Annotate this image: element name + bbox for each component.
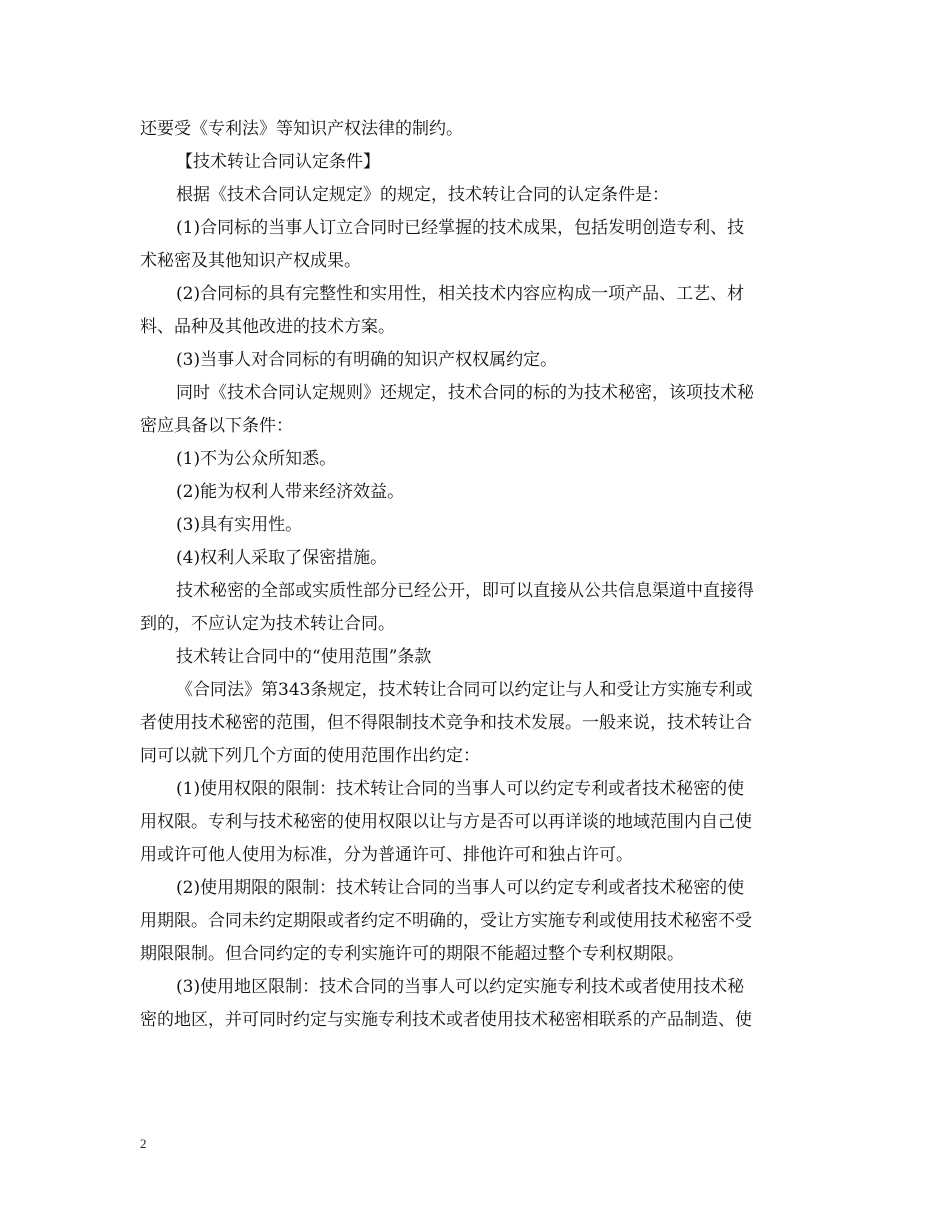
text-line: (1)使用权限的限制：技术转让合同的当事人可以约定专利或者技术秘密的使 <box>176 779 745 799</box>
paragraph <box>140 476 815 509</box>
text-line: (3)具有实用性。 <box>176 515 303 535</box>
paragraph <box>140 377 815 443</box>
text-line: 期限限制。但合同约定的专利实施许可的期限不能超过整个专利权期限。 <box>140 944 684 964</box>
text-line: 【技术转让合同认定条件】 <box>176 152 380 172</box>
text-line: (2)使用期限的限制：技术转让合同的当事人可以约定专利或者技术秘密的使 <box>176 878 745 898</box>
text-line: 用期限。合同未约定期限或者约定不明确的，受让方实施专利或使用技术秘密不受 <box>140 911 752 931</box>
paragraph <box>140 212 815 278</box>
text-line: 同时《技术合同认定规则》还规定，技术合同的标的为技术秘密，该项技术秘 <box>176 383 754 403</box>
paragraph <box>140 146 815 179</box>
paragraph <box>140 113 815 146</box>
paragraph <box>140 575 815 641</box>
paragraph <box>140 509 815 542</box>
text-line: (2)能为权利人带来经济效益。 <box>176 482 405 502</box>
page-number: 2 <box>140 1136 147 1151</box>
text-line: (4)权利人采取了保密措施。 <box>176 548 388 568</box>
text-line: 用权限。专利与技术秘密的使用权限以让与方是否可以再详谈的地域范围内自己使 <box>140 812 752 832</box>
paragraph <box>140 971 815 1037</box>
paragraph <box>140 542 815 575</box>
paragraph <box>140 773 815 872</box>
paragraph <box>140 641 815 674</box>
text-line: 术秘密及其他知识产权成果。 <box>140 251 361 271</box>
paragraph <box>140 179 815 212</box>
text-line: 还要受《专利法》等知识产权法律的制约。 <box>140 119 463 139</box>
text-line: (3)当事人对合同标的有明确的知识产权权属约定。 <box>176 350 558 370</box>
document-body <box>140 113 815 1037</box>
text-line: 到的，不应认定为技术转让合同。 <box>140 614 395 634</box>
text-line: 技术秘密的全部或实质性部分已经公开，即可以直接从公共信息渠道中直接得 <box>176 581 754 601</box>
paragraph <box>140 278 815 344</box>
text-line: 技术转让合同中的“使用范围”条款 <box>176 647 432 667</box>
text-line: 者使用技术秘密的范围，但不得限制技术竞争和技术发展。一般来说，技术转让合 <box>140 713 752 733</box>
text-line: 根据《技术合同认定规定》的规定，技术转让合同的认定条件是： <box>176 185 669 205</box>
text-line: (1)不为公众所知悉。 <box>176 449 337 469</box>
text-line: 用或许可他人使用为标准，分为普通许可、排他许可和独占许可。 <box>140 845 633 865</box>
text-line: 料、品种及其他改进的技术方案。 <box>140 317 395 337</box>
text-line: (2)合同标的具有完整性和实用性，相关技术内容应构成一项产品、工艺、材 <box>176 284 745 304</box>
paragraph <box>140 344 815 377</box>
paragraph <box>140 443 815 476</box>
paragraph <box>140 872 815 971</box>
text-line: 同可以就下列几个方面的使用范围作出约定： <box>140 746 480 766</box>
text-line: 密应具备以下条件： <box>140 416 293 436</box>
text-line: (3)使用地区限制：技术合同的当事人可以约定实施专利技术或者使用技术秘 <box>176 977 745 997</box>
paragraph <box>140 674 815 773</box>
text-line: 密的地区，并可同时约定与实施专利技术或者使用技术秘密相联系的产品制造、使 <box>140 1010 752 1030</box>
text-line: (1)合同标的当事人订立合同时已经掌握的技术成果，包括发明创造专利、技 <box>176 218 745 238</box>
text-line: 《合同法》第343条规定，技术转让合同可以约定让与人和受让方实施专利或 <box>176 680 753 700</box>
